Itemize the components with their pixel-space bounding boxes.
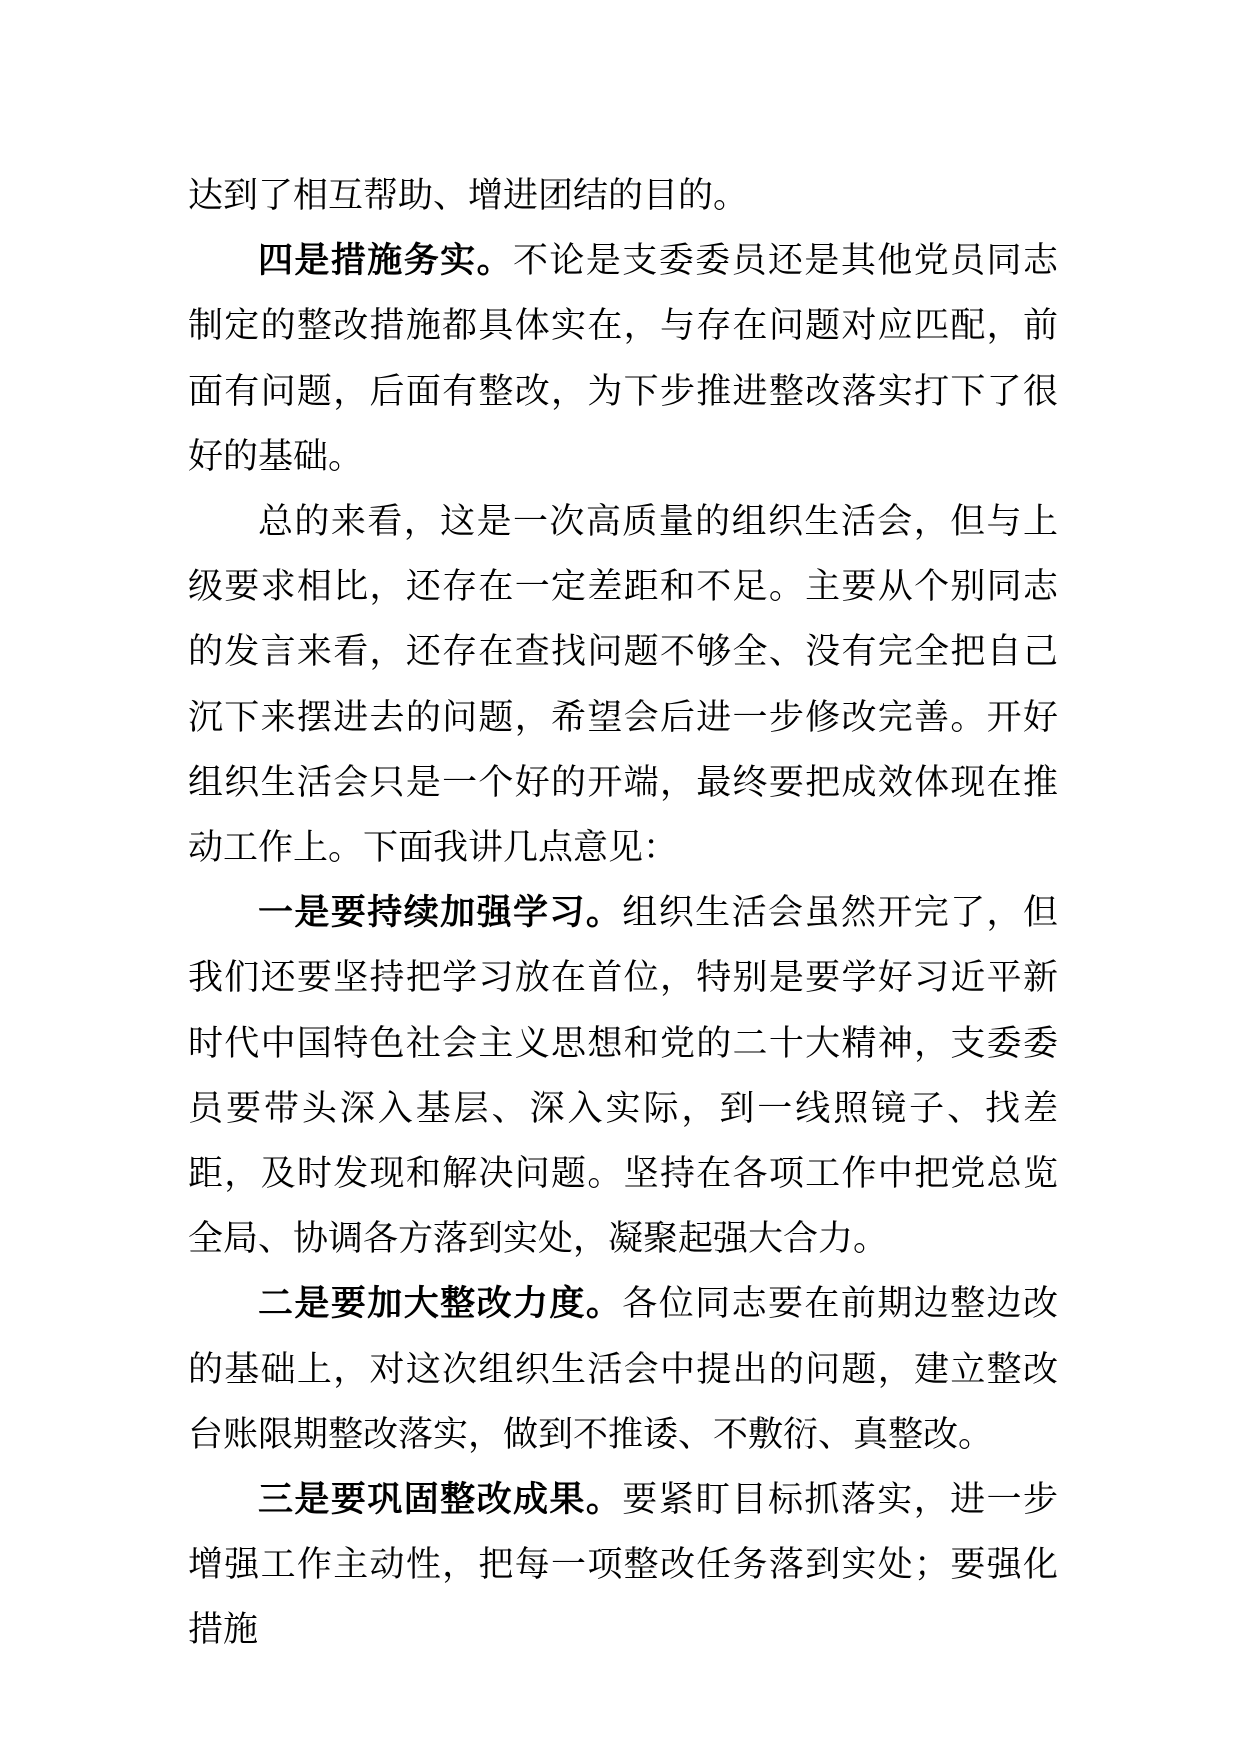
body-text [188, 164, 1058, 1664]
paragraph-text: 总的来看，这是一次高质量的组织生活会，但与上级要求相比，还存在一定差距和不足。主要从个别同志的发言来看，还存在查找问题不够全、没有完全把自己沉下来摆进去的问题，希望会后进一步修改完善。开好组织生活会只是一个好的开端，最终要把成效体现在推动工作上。下面我讲几点意见： [188, 502, 1058, 869]
paragraph-lead: 一是要持续加强学习。 [258, 893, 623, 934]
paragraph-lead: 二是要加大整改力度。 [258, 1284, 623, 1325]
paragraph-text: 组织生活会虽然开完了，但我们还要坚持把学习放在首位，特别是要学好习近平新时代中国特色社会主义思想和党的二十大精神，支委委员要带头深入基层、深入实际，到一线照镜子、找差距，及时发现和解决问题。坚持在各项工作中把党总览全局、协调各方落到实处，凝聚起强大合力。 [188, 893, 1058, 1260]
paragraph-point-three [188, 1468, 1058, 1664]
paragraph-text: 各位同志要在前期边整边改的基础上，对这次组织生活会中提出的问题，建立整改台账限期整改落实，做到不推诿、不敷衍、真整改。 [188, 1284, 1058, 1455]
paragraph-text: 不论是支委委员还是其他党员同志制定的整改措施都具体实在，与存在问题对应匹配，前面有问题，后面有整改，为下步推进整改落实打下了很好的基础。 [188, 241, 1058, 477]
paragraph-lead: 三是要巩固整改成果。 [258, 1480, 623, 1521]
paragraph-continuation [188, 164, 1058, 229]
paragraph-text: 达到了相互帮助、增进团结的目的。 [188, 176, 749, 216]
paragraph-summary [188, 490, 1058, 881]
paragraph-point-two [188, 1272, 1058, 1468]
paragraph-point-one [188, 881, 1058, 1272]
paragraph-measures [188, 229, 1058, 490]
paragraph-text: 要紧盯目标抓落实，进一步增强工作主动性，把每一项整改任务落到实处；要强化措施 [188, 1480, 1058, 1651]
paragraph-lead: 四是措施务实。 [258, 241, 513, 282]
